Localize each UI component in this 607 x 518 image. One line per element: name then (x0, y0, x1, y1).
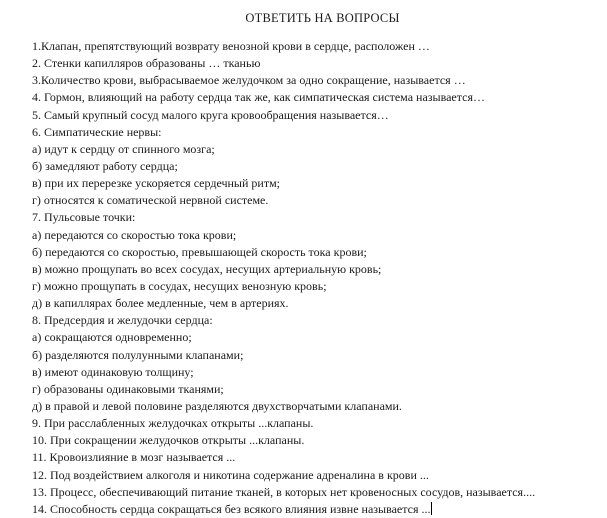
text-line-content: б) замедляют работу сердца; (32, 158, 178, 173)
text-line-content: в) имеют одинаковую толщину; (32, 364, 194, 379)
text-line-content: 7. Пульсовые точки: (32, 210, 136, 225)
text-line-content: 12. Под воздействием алкоголя и никотина содержание адреналина в крови ... (32, 467, 429, 482)
text-line-content: б) передаются со скоростью, превышающей скорость тока крови; (32, 244, 367, 259)
text-line-content: 10. При сокращении желудочков открыты ...клапаны. (32, 433, 305, 448)
text-line (32, 432, 602, 449)
text-line (32, 244, 602, 261)
text-line-content: 5. Самый крупный сосуд малого круга кровообращения называется… (32, 107, 389, 122)
text-line (32, 467, 602, 484)
text-line-content: д) в правой и левой половине разделяются двухстворчатыми клапанами. (32, 398, 402, 413)
text-line-content: 8. Предсердия и желудочки сердца: (32, 313, 213, 328)
text-line (32, 364, 602, 381)
text-line (32, 158, 602, 175)
text-line (32, 278, 602, 295)
text-line (32, 107, 602, 124)
text-line (32, 89, 602, 106)
text-line (32, 415, 602, 432)
text-line-content: 9. При расслабленных желудочках открыты ...клапаны. (32, 416, 314, 431)
text-line-content: г) можно прощупать в сосудах, несущих венозную кровь; (32, 278, 327, 293)
text-line-content: а) передаются со скоростью тока крови; (32, 227, 237, 242)
text-line (32, 227, 602, 244)
text-line-content: 13. Процесс, обеспечивающий питание тканей, в которых нет кровеносных сосудов, называется.... (32, 484, 536, 499)
text-line-content: 1.Клапан, препятствующий возврату венозной крови в сердце, расположен … (32, 39, 430, 53)
text-line-content: в) можно прощупать во всех сосудах, несущих артериальную кровь; (32, 261, 382, 276)
text-line (32, 141, 602, 158)
text-line-content: в) при их перерезке ускоряется сердечный ритм; (32, 176, 281, 191)
text-line (32, 261, 602, 278)
text-line (32, 329, 602, 346)
text-line (32, 209, 602, 226)
text-line-content: г) образованы одинаковыми тканями; (32, 381, 224, 396)
text-line (32, 312, 602, 329)
text-line (32, 347, 602, 364)
text-line (32, 295, 602, 312)
page-title: ОТВЕТИТЬ НА ВОПРОСЫ (245, 11, 400, 25)
text-line (32, 55, 602, 72)
text-line-content: 2. Стенки капилляров образованы … тканью (32, 56, 261, 71)
text-line (32, 398, 602, 415)
text-line-content: а) сокращаются одновременно; (32, 330, 192, 345)
text-line (32, 38, 602, 55)
text-line-content: 11. Кровоизлияние в мозг называется ... (32, 450, 236, 465)
text-line (32, 124, 602, 141)
text-line (32, 381, 602, 398)
text-line-content: д) в капиллярах более медленные, чем в артериях. (32, 296, 289, 311)
text-line-content: 14. Способность сердца сокращаться без всякого влияния извне называется ... (32, 501, 431, 516)
text-line (32, 449, 602, 466)
text-line-content: г) относятся к соматической нервной системе. (32, 193, 269, 208)
text-line-content: б) разделяются полулунными клапанами; (32, 347, 244, 362)
text-line (32, 501, 602, 518)
text-line-content: 4. Гормон, влияющий на работу сердца так же, как симпатическая система называется… (32, 90, 485, 105)
text-line-content: 3.Количество крови, выбрасываемое желудочком за одно сокращение, называется … (32, 73, 466, 88)
text-line-content: 6. Симпатические нервы: (32, 124, 162, 139)
text-line (32, 192, 602, 209)
text-line-content: а) идут к сердцу от спинного мозга; (32, 141, 215, 156)
text-line (32, 484, 602, 501)
text-line (32, 175, 602, 192)
question-list (32, 38, 602, 518)
text-cursor (431, 502, 432, 515)
text-line (32, 72, 602, 89)
